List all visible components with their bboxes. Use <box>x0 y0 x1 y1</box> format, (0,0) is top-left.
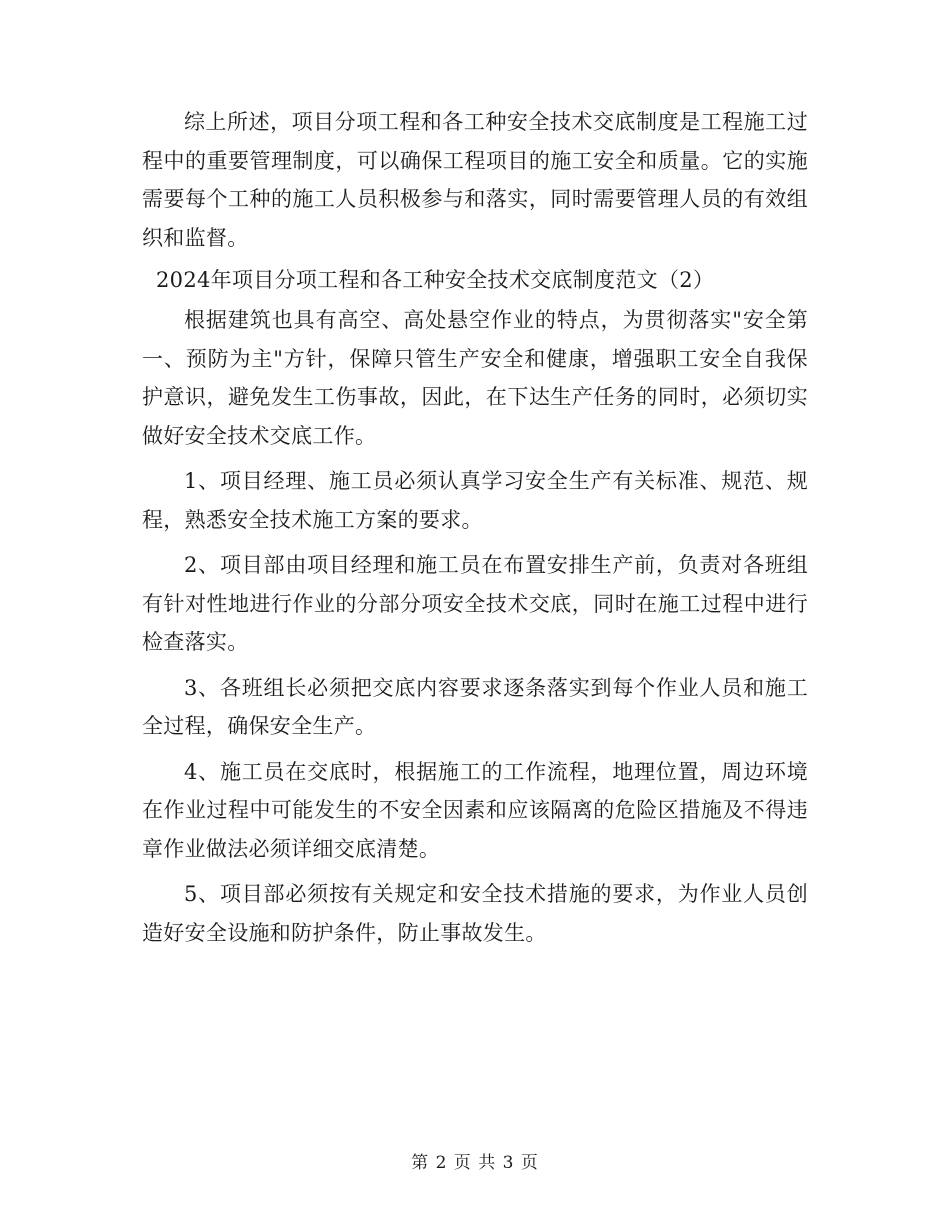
intro-paragraph: 根据建筑也具有高空、高处悬空作业的特点，为贯彻落实"安全第一、预防为主"方针，保障只管生产安全和健康，增强职工安全自我保护意识，避免发生工伤事故，因此，在下达生产任务的同时，必须切实做好安全技术交底工作。 <box>142 308 808 448</box>
rule-item-4: 4、施工员在交底时，根据施工的工作流程，地理位置，周边环境在作业过程中可能发生的不安全因素和应该隔离的危险区措施及不得违章作业做法必须详细交底清楚。 <box>142 759 808 861</box>
rule-item-5: 5、项目部必须按有关规定和安全技术措施的要求，为作业人员创造好安全设施和防护条件，防止事故发生。 <box>142 882 808 945</box>
rule-item-3: 3、各班组长必须把交底内容要求逐条落实到每个作业人员和施工全过程，确保安全生产。 <box>142 675 808 738</box>
document-body <box>142 103 808 952</box>
rule-item-2: 2、项目部由项目经理和施工员在布置安排生产前，负责对各班组有针对性地进行作业的分部分项安全技术交底，同时在施工过程中进行检查落实。 <box>142 553 808 654</box>
summary-paragraph: 综上所述，项目分项工程和各工种安全技术交底制度是工程施工过程中的重要管理制度，可以确保工程项目的施工安全和质量。它的实施需要每个工种的施工人员积极参与和落实，同时需要管理人员的有效组织和监督。 <box>142 110 808 250</box>
section-heading: 2024年项目分项工程和各工种安全技术交底制度范文（2） <box>156 268 715 292</box>
rule-item-1: 1、项目经理、施工员必须认真学习安全生产有关标准、规范、规程，熟悉安全技术施工方案的要求。 <box>142 469 808 532</box>
page-number-footer: 第 2 页 共 3 页 <box>411 1153 539 1173</box>
